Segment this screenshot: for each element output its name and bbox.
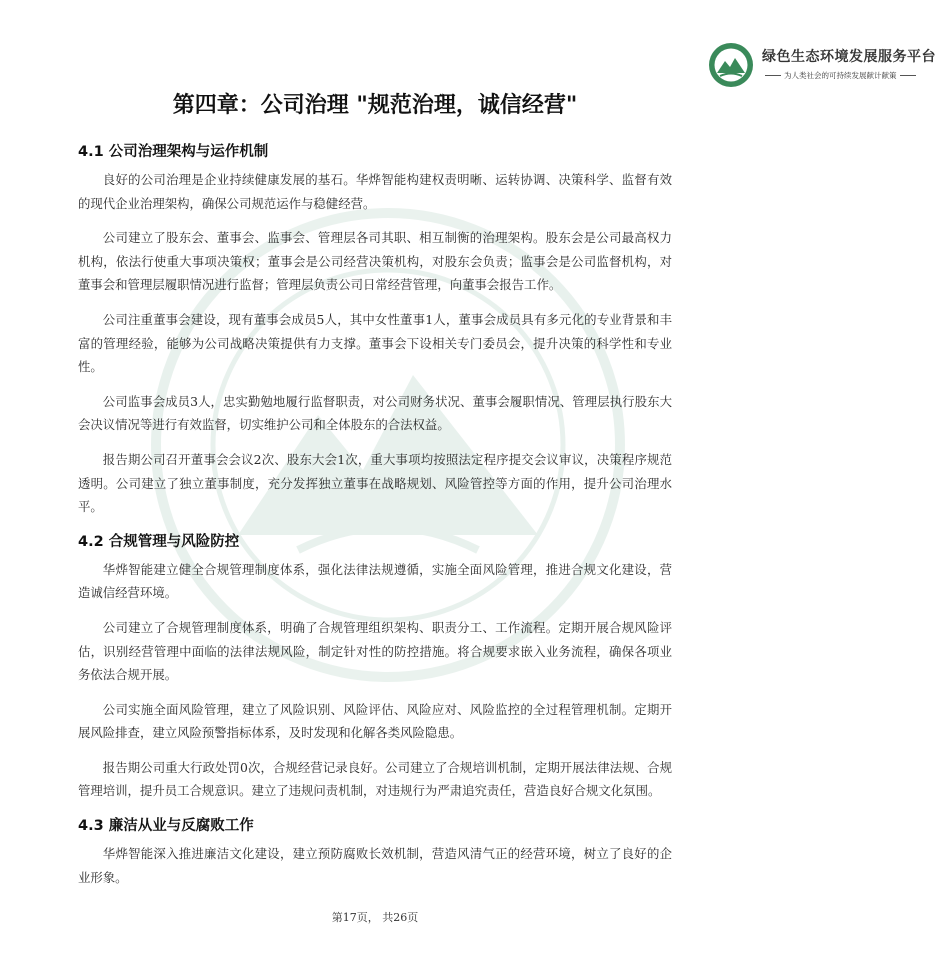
paragraph: 公司监事会成员3人，忠实勤勉地履行监督职责，对公司财务状况、董事会履职情况、管理层执行股东大会决议情况等进行有效监督，切实维护公司和全体股东的合法权益。 [78,393,672,433]
paragraph: 公司实施全面风险管理，建立了风险识别、风险评估、风险应对、风险监控的全过程管理机制。定期开展风险排查，建立风险预警指标体系，及时发现和化解各类风险隐患。 [78,701,672,741]
slogan-dash-right [900,75,916,76]
platform-name: 绿色生态环境发展服务平台 [762,49,936,65]
paragraph: 报告期公司召开董事会会议2次、股东大会1次，重大事项均按照法定程序提交会议审议，决策程序规范透明。公司建立了独立董事制度，充分发挥独立董事在战略规划、风险管控等方面的作用，提升公司治理水平。 [78,451,672,515]
page-footer: 第17页， 共26页 [331,911,419,924]
section-4-1 [78,140,672,519]
paragraph: 华烨智能建立健全合规管理制度体系，强化法律法规遵循，实施全面风险管理，推进合规文化建设，营造诚信经营环境。 [78,561,672,601]
paragraph: 公司建立了合规管理制度体系，明确了合规管理组织架构、职责分工、工作流程。定期开展合规风险评估，识别经营管理中面临的法律法规风险，制定针对性的防控措施。将合规要求嵌入业务流程，确保各项业务依法合规开展。 [78,619,672,683]
green-mountain-seal-icon [708,42,754,88]
platform-slogan-row [762,70,936,81]
section-title: 4.3 廉洁从业与反腐败工作 [78,818,254,835]
chapter-title: 第四章：公司治理 "规范治理，诚信经营" [172,93,578,118]
paragraph: 良好的公司治理是企业持续健康发展的基石。华烨智能构建权责明晰、运转协调、决策科学、监督有效的现代企业治理架构，确保公司规范运作与稳健经营。 [78,172,672,211]
paragraph: 公司建立了股东会、董事会、监事会、管理层各司其职、相互制衡的治理架构。股东会是公司最高权力机构，依法行使重大事项决策权；董事会是公司经营决策机构，对股东会负责；监事会是公司监督机构，对董事会和管理层履职情况进行监督；管理层负责公司日常经营管理，向董事会报告工作。 [78,230,672,293]
paragraph: 公司注重董事会建设，现有董事会成员5人，其中女性董事1人，董事会成员具有多元化的专业背景和丰富的管理经验，能够为公司战略决策提供有力支撑。董事会下设相关专门委员会，提升决策的科学性和专业性。 [78,311,672,375]
section-title: 4.2 合规管理与风险防控 [78,533,240,550]
section-title: 4.1 公司治理架构与运作机制 [78,144,269,160]
paragraph: 华烨智能深入推进廉洁文化建设，建立预防腐败长效机制，营造风清气正的经营环境，树立了良好的企业形象。 [78,846,672,885]
section-4-2 [78,530,672,803]
platform-slogan: 为人类社会的可持续发展献计献策 [784,71,897,80]
brand-block [762,46,936,81]
section-4-3 [78,814,672,889]
paragraph: 报告期公司重大行政处罚0次，合规经营记录良好。公司建立了合规培训机制，定期开展法律法规、合规管理培训，提升员工合规意识。建立了违规问责机制，对违规行为严肃追究责任，营造良好合规文化氛围。 [78,759,672,799]
chapter-content [78,140,672,900]
slogan-dash-left [765,75,781,76]
